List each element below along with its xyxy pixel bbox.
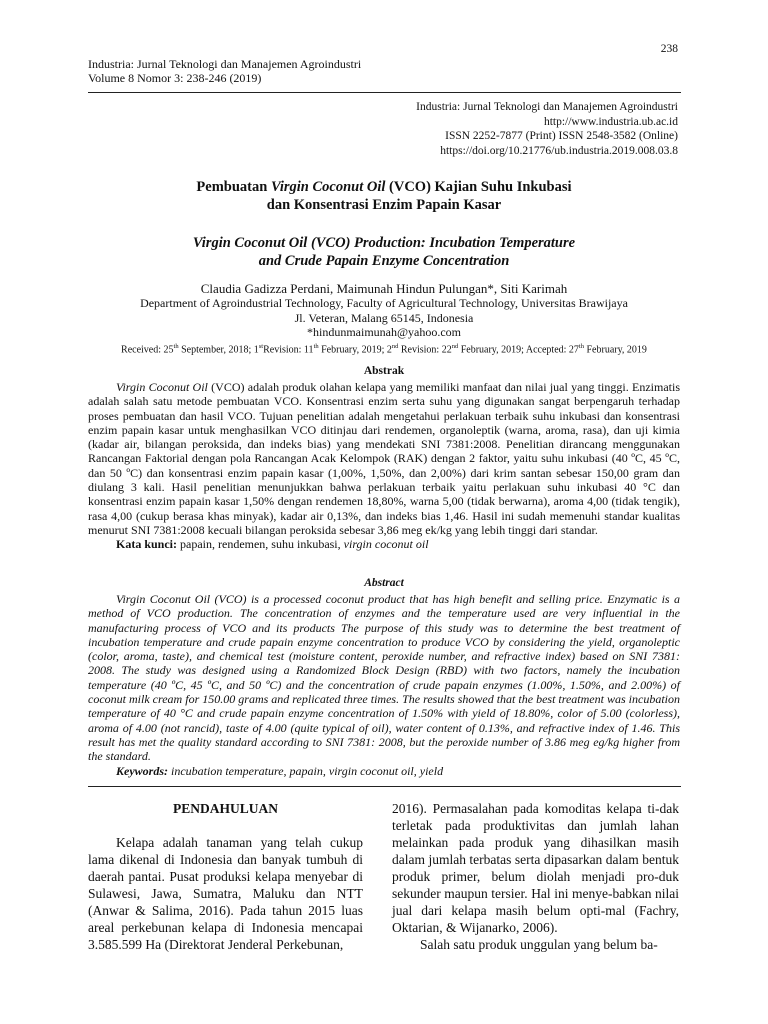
section-rule (88, 786, 681, 787)
affiliation-address: Jl. Veteran, Malang 65145, Indonesia (294, 310, 474, 325)
journal-url[interactable]: http://www.industria.ub.ac.id (543, 115, 678, 128)
page-number: 238 (660, 43, 678, 55)
section-heading-pendahuluan: PENDAHULUAN (172, 801, 278, 816)
abstrak-paragraph: Virgin Coconut Oil (VCO) adalah produk olahan kelapa yang memiliki manfaat dan nilai jual yang tinggi. Enzimatis adalah salah satu metode pembuatan VCO. Konsentrasi enzim serta suhu yang digunakan sangat berpengaruh terhadap proses pembuatan dan hasil VCO. Tujuan penelitian adalah mengetahui perlakuan terbaik suhu inkubasi dan konsentrasi enzim papain kasar untuk menghasilkan VCO ditinjau dari rendemen, organoleptik (warna, aroma, rasa), dan uji kimia (kadar air, bilangan peroksida, dan indeks bias) yang mendekati SNI 7381:2008. Penelitian dirancang menggunakan Rancangan Faktorial dengan pola Rancangan Acak Kelompok (RAK) dengan 2 faktor, yaitu suhu inkubasi (40 ºC, 45 ºC, dan 50 ºC) dan konsentrasi enzim papain kasar (1,00%, 1,50%, dan 2,00%) dari krim santan sebesar 150,00 gram dan diulang 3 kali. Hasil penelitian menunjukkan bahwa perlakuan terbaik yaitu perlakuan suhu inkubasi 40 °C dan konsentrasi enzim papain kasar 1,50% dengan rendemen 18,80%, warna 5,00 (tidak berwarna), aroma 4,00 (tidak tengik), rasa 4,00 (cukup berasa khas minyak), kadar air 0,13%, dan indeks bias 1,46. Hasil ini sudah memenuhi standar kualitas menurut SNI 7381:2008 kecuali bilangan peroksida sebesar 3,86 meg ek/kg yang lebih tinggi dari standar. (88, 380, 680, 537)
header-rule (88, 92, 681, 93)
running-head-journal: Industria: Jurnal Teknologi dan Manajemen Agroindustri (88, 57, 362, 71)
abstract-paragraph: Virgin Coconut Oil (VCO) is a processed coconut product that has high benefit and selling price. Enzymatic is a method of VCO production. The concentration of enzymes and the temperature used are very influential in the manufacturing process of VCO and its products The purpose of this study was to determine the best treatment of incubation temperature and crude papain enzyme concentration to produce VCO by considering the yield, organoleptic (color, aroma, taste), and chemical test (moisture content, peroxide number, and refractive index) based on SNI 7381: 2008. The study was designed using a Randomized Block Design (RBD) with two factors, namely the incubation temperature (40 ºC, 45 ºC, and 50 ºC) and the concentration of crude papain enzymes (1.00%, 1.50%, and 2.00%) of coconut milk cream for 150.00 grams and replicated three times. The results showed that the best treatment was incubation temperature of 40 °C and crude papain enzyme concentration of 1.50% with yield of 18.80%, color of 5.00 (colorless), aroma of 4.00 (not rancid), taste of 4.00 (quite typical of oil), water content of 0.13%, and refractive index of 1.46. This result has met the quality standard according to SNI 7381: 2008, but the peroxide number of 3.86 meg eg/kg higher from the standard. (88, 592, 680, 764)
running-head-volume: Volume 8 Nomor 3: 238-246 (2019) (88, 71, 262, 85)
received-dates: Received: 25th September, 2018; 1stRevision: 11th February, 2019; 2nd Revision: 22nd February, 2019; Accepted: 27th February, 2019 (121, 343, 647, 356)
journal-info (416, 100, 678, 158)
abstract-heading: Abstract (364, 577, 404, 589)
affiliation-dept: Department of Agroindustrial Technology, Faculty of Agricultural Technology, Universitas Brawijaya (140, 296, 628, 310)
authors-block (88, 281, 680, 340)
abstract-body (88, 592, 680, 778)
abstrak-heading: Abstrak (363, 365, 405, 377)
body-column-left (88, 800, 363, 953)
title-english: Virgin Coconut Oil (VCO) Production: Incubation Temperature and Crude Papain Enzyme Concentration (192, 235, 576, 269)
author-list: Claudia Gadizza Perdani, Maimunah Hindun Pulungan*, Siti Karimah (200, 281, 568, 296)
article-doi[interactable]: https://doi.org/10.21776/ub.industria.2019.008.03.8 (440, 144, 678, 157)
body-column-right (392, 800, 679, 953)
abstrak-body (88, 380, 680, 552)
abstract-keywords: Keywords: incubation temperature, papain, virgin coconut oil, yield (116, 763, 444, 778)
corresponding-email[interactable]: *hindunmaimunah@yahoo.com (306, 325, 462, 339)
title-indonesian: Pembuatan Virgin Coconut Oil (VCO) Kajian Suhu Inkubasi dan Konsentrasi Enzim Papain Kasar (196, 179, 572, 213)
journal-name: Industria: Jurnal Teknologi dan Manajemen Agroindustri (416, 101, 678, 113)
journal-issn: ISSN 2252-7877 (Print) ISSN 2548-3582 (Online) (445, 130, 678, 142)
intro-paragraph-1-cont: 2016). Permasalahan pada komoditas kelapa ti-dak terletak pada produktivitas dan jumlah lahan melainkan pada produk yang dihasilkan masih dalam jumlah terbatas serta dipasarkan dalam bentuk produk primer, belum diolah menjadi pro-duk sekunder maupun tersier. Hal ini menye-babkan nilai jual dari kelapa masih belum opti-mal (Fachry, Oktarian, & Wijanarko, 2006). (392, 801, 679, 935)
intro-paragraph-1: Kelapa adalah tanaman yang telah cukup lama dikenal di Indonesia dan banyak tumbuh di daerah pantai. Pusat produksi kelapa menyebar di Sulawesi, Jawa, Sumatra, Maluku dan NTT (Anwar & Salima, 2016). Pada tahun 2015 luas areal perkebunan kelapa di Indonesia mencapai 3.585.599 Ha (Direktorat Jenderal Perkebunan, (88, 835, 363, 952)
intro-paragraph-2: Salah satu produk unggulan yang belum ba- (420, 937, 658, 952)
abstrak-keywords: Kata kunci: papain, rendemen, suhu inkubasi, virgin coconut oil (116, 537, 429, 552)
running-head (88, 57, 361, 85)
